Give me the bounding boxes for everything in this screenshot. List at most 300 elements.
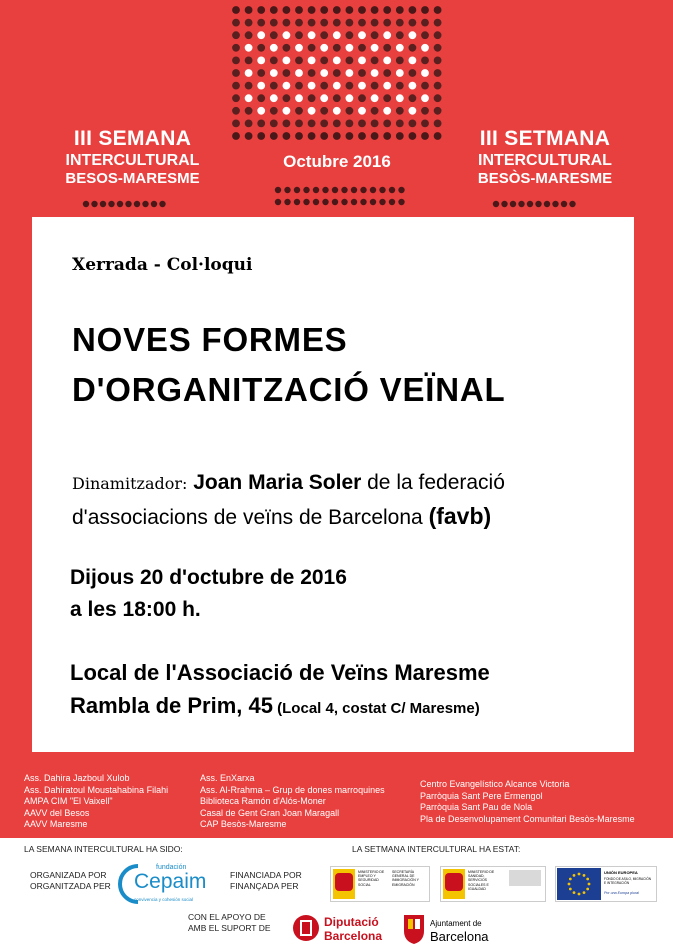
ministry2-title: MINISTERIO DE SANIDAD, SERVICIOS SOCIALES E IGUALDAD (468, 870, 495, 891)
eu-star-icon (586, 888, 589, 891)
pattern-dot (333, 69, 341, 77)
pattern-dot (371, 82, 379, 90)
pattern-dot (434, 82, 442, 90)
ajuntament-text (430, 917, 489, 943)
pattern-dot (421, 107, 429, 115)
pattern-dot (383, 94, 391, 102)
pattern-dot (257, 94, 265, 102)
pattern-dot (332, 199, 338, 205)
pattern-dot (346, 107, 354, 115)
spain-crest-icon (445, 873, 463, 891)
pattern-dot (341, 199, 347, 205)
pattern-dot (320, 120, 328, 128)
pattern-dot (383, 6, 391, 14)
pattern-dot (295, 31, 303, 39)
pattern-dot (257, 6, 265, 14)
header-left-line2: INTERCULTURAL (65, 152, 200, 169)
header-left-line1: III SEMANA (73, 127, 192, 150)
pattern-dot (409, 6, 417, 14)
pattern-dot (346, 19, 354, 27)
pattern-dot (270, 120, 278, 128)
pattern-dot (434, 19, 442, 27)
cepaim-logo (116, 858, 216, 908)
event-title-line1: NOVES FORMES (72, 321, 348, 358)
pattern-dot (308, 44, 316, 52)
pattern-dot (270, 44, 278, 52)
pattern-dot (320, 107, 328, 115)
pattern-dot (333, 6, 341, 14)
pattern-dot (409, 57, 417, 65)
ajuntament-shield-icon (402, 911, 426, 945)
pattern-dot (245, 82, 253, 90)
eu-line3: Por una Europa plural (604, 891, 639, 895)
pattern-dot (383, 44, 391, 52)
organized-by-label (30, 870, 111, 892)
eu-star-icon (586, 878, 589, 881)
pattern-dot (383, 82, 391, 90)
pattern-dot (358, 6, 366, 14)
ministry1-subtitle: SECRETARÍA GENERAL DE INMIGRACIÓN Y EMIGRACIÓN (392, 870, 419, 887)
pattern-dot (134, 201, 140, 207)
eu-star-icon (583, 891, 586, 894)
pattern-dot (270, 82, 278, 90)
pattern-dot (379, 199, 385, 205)
pattern-dot (396, 44, 404, 52)
event-datetime (70, 562, 347, 626)
pattern-dot (322, 199, 328, 205)
pattern-dot (320, 44, 328, 52)
event-time: a les 18:00 h. (70, 598, 201, 621)
pattern-dot (371, 94, 379, 102)
pattern-dot (409, 19, 417, 27)
pattern-dot (308, 31, 316, 39)
header-date: Octubre 2016 (283, 152, 391, 171)
venue-line2: Rambla de Prim, 45 (70, 693, 273, 718)
pattern-dot (409, 120, 417, 128)
pattern-dot (275, 187, 281, 193)
pattern-dot (117, 201, 123, 207)
pattern-dot (434, 120, 442, 128)
pattern-dot (232, 6, 240, 14)
eu-star-icon (568, 883, 571, 886)
org-item: CAP Besòs-Maresme (200, 819, 287, 830)
pattern-dot (409, 82, 417, 90)
eu-star-icon (588, 883, 591, 886)
pattern-dot (379, 187, 385, 193)
diputacio-crest-icon (292, 911, 320, 945)
pattern-dot (434, 132, 442, 140)
facilitator-name: Joan Maria Soler (193, 471, 362, 494)
pattern-dot (320, 132, 328, 140)
pattern-dot (510, 201, 516, 207)
pattern-dot (320, 57, 328, 65)
pattern-dot (257, 19, 265, 27)
pattern-dot (358, 19, 366, 27)
org-item: AAVV del Besos (24, 807, 90, 818)
pattern-dot (434, 57, 442, 65)
pattern-dot (295, 132, 303, 140)
footer-intro-right: LA SETMANA INTERCULTURAL HA ESTAT: (352, 844, 521, 854)
pattern-dot (535, 201, 541, 207)
pattern-dot (370, 199, 376, 205)
pattern-dot (308, 107, 316, 115)
pattern-dot (283, 44, 291, 52)
pattern-dot (232, 69, 240, 77)
pattern-dot (346, 44, 354, 52)
pattern-dot (303, 187, 309, 193)
pattern-dot (308, 94, 316, 102)
pattern-dot (358, 120, 366, 128)
header-left-line3: BESOS-MARESME (65, 170, 200, 187)
pattern-dot (320, 19, 328, 27)
pattern-dot (371, 107, 379, 115)
pattern-dot (295, 107, 303, 115)
red-left-border (0, 217, 32, 752)
pattern-dot (313, 199, 319, 205)
pattern-dot (245, 120, 253, 128)
pattern-dot (396, 82, 404, 90)
ajb-line2: Barcelona (430, 929, 489, 944)
pattern-dot (346, 6, 354, 14)
pattern-dot (346, 132, 354, 140)
pattern-dot (561, 201, 567, 207)
pattern-dot (421, 19, 429, 27)
pattern-dot (270, 19, 278, 27)
pattern-dot (232, 132, 240, 140)
pattern-dot (434, 94, 442, 102)
pattern-dot (358, 44, 366, 52)
facilitator (72, 466, 505, 534)
org-item: Ass. Dahira Jazboul Xulob (24, 773, 130, 783)
pattern-dot (257, 69, 265, 77)
diputacio-text (324, 915, 382, 943)
pattern-dot (552, 201, 558, 207)
ministry-employment-logo (330, 866, 430, 902)
ministry-health-logo (440, 866, 546, 902)
pattern-dot (544, 201, 550, 207)
pattern-dot (358, 31, 366, 39)
ministry-seal-icon (509, 870, 541, 886)
pattern-dot (569, 201, 575, 207)
pattern-dot (358, 69, 366, 77)
pattern-dot (283, 132, 291, 140)
pattern-dot (283, 69, 291, 77)
pattern-dot (434, 69, 442, 77)
facilitator-text1: de la federació (361, 471, 505, 494)
organizations-col2 (200, 773, 385, 831)
dip-line2: Barcelona (324, 929, 383, 943)
pattern-dot (245, 69, 253, 77)
pattern-dot (257, 31, 265, 39)
pattern-dot (409, 94, 417, 102)
pattern-dot (270, 107, 278, 115)
diputacio-barcelona-logo (292, 909, 392, 947)
org-item: AMPA CIM "El Vaixell" (24, 796, 113, 807)
pattern-dot (295, 94, 303, 102)
pattern-dot (294, 199, 300, 205)
pattern-dot (346, 69, 354, 77)
pattern-dot (421, 69, 429, 77)
pattern-dot (295, 120, 303, 128)
pattern-dot (396, 107, 404, 115)
pattern-dot (396, 94, 404, 102)
pattern-dot (270, 69, 278, 77)
pattern-dot (295, 44, 303, 52)
pattern-dot (383, 57, 391, 65)
org-item: Casal de Gent Gran Joan Maragall (200, 807, 340, 818)
pattern-dot (421, 44, 429, 52)
eu-star-icon (573, 874, 576, 877)
pattern-dot (421, 82, 429, 90)
ajuntament-barcelona-logo (402, 909, 502, 947)
pattern-dot (303, 199, 309, 205)
pattern-dot (308, 6, 316, 14)
pattern-dot (371, 69, 379, 77)
pattern-dot (434, 6, 442, 14)
pattern-dot (409, 107, 417, 115)
pattern-dot (100, 201, 106, 207)
pattern-dot (421, 132, 429, 140)
event-date: Dijous 20 d'octubre de 2016 (70, 566, 347, 589)
eu-star-icon (573, 891, 576, 894)
pattern-dot (409, 44, 417, 52)
pattern-dot (308, 132, 316, 140)
pattern-dot (270, 57, 278, 65)
pattern-dot (245, 57, 253, 65)
pattern-dot (125, 201, 131, 207)
pattern-dot (284, 199, 290, 205)
pattern-dot (396, 6, 404, 14)
pattern-dot (295, 19, 303, 27)
pattern-dot (383, 69, 391, 77)
pattern-dot (501, 201, 507, 207)
pattern-dot (232, 44, 240, 52)
pattern-dot (341, 187, 347, 193)
pattern-dot (358, 132, 366, 140)
pattern-dot (396, 31, 404, 39)
event-kicker: Xerrada - Col·loqui (72, 255, 253, 275)
pattern-dot (396, 19, 404, 27)
pattern-dot (91, 201, 97, 207)
pattern-dot (360, 199, 366, 205)
pattern-dot (245, 19, 253, 27)
pattern-dot (333, 19, 341, 27)
support-es: CON EL APOYO DE (188, 912, 266, 922)
pattern-dot (346, 31, 354, 39)
pattern-dot (257, 82, 265, 90)
pattern-dot (371, 132, 379, 140)
pattern-dot (322, 187, 328, 193)
cepaim-name: Cepaim (134, 870, 207, 893)
pattern-dot (232, 94, 240, 102)
pattern-dot (283, 120, 291, 128)
pattern-dot (275, 199, 281, 205)
pattern-dot (245, 107, 253, 115)
cepaim-tagline: convivencia y cohesión social (134, 897, 194, 902)
pattern-dot (245, 31, 253, 39)
pattern-dot (232, 120, 240, 128)
organizations-col1 (24, 773, 168, 831)
pattern-dot (245, 6, 253, 14)
event-venue (70, 656, 490, 725)
facilitator-text2: d'associacions de veïns de Barcelona (72, 506, 429, 529)
pattern-dot (371, 44, 379, 52)
pattern-dot (232, 107, 240, 115)
pattern-dot (421, 94, 429, 102)
dip-line1: Diputació (324, 915, 379, 929)
pattern-dot (398, 187, 404, 193)
pattern-dot (396, 132, 404, 140)
header-right-line1: III SETMANA (479, 127, 611, 150)
org-item: Centro Evangelístico Alcance Victoria (420, 779, 570, 789)
pattern-dot (320, 31, 328, 39)
red-right-border (634, 217, 673, 752)
funded-es: FINANCIADA POR (230, 870, 302, 880)
pattern-dot (294, 187, 300, 193)
pattern-dot (283, 94, 291, 102)
pattern-dot (308, 120, 316, 128)
pattern-dot (358, 107, 366, 115)
org-item: Pla de Desenvolupament Comunitari Besòs-Maresme (420, 813, 635, 824)
pattern-dot (358, 82, 366, 90)
pattern-dot (284, 187, 290, 193)
pattern-dot (383, 107, 391, 115)
pattern-dot (383, 31, 391, 39)
pattern-dot (283, 31, 291, 39)
pattern-dot (245, 94, 253, 102)
pattern-dot (320, 69, 328, 77)
pattern-dot (371, 57, 379, 65)
pattern-dot (159, 201, 165, 207)
pattern-dot (371, 31, 379, 39)
pattern-dot (295, 57, 303, 65)
pattern-dot (346, 94, 354, 102)
event-title (72, 315, 505, 415)
eu-star-icon (583, 874, 586, 877)
support-label (188, 912, 271, 934)
pattern-dot (333, 82, 341, 90)
pattern-dot (360, 187, 366, 193)
pattern-dot (308, 69, 316, 77)
pattern-dot (383, 132, 391, 140)
pattern-dot (527, 201, 533, 207)
org-item: Ass. Dahiratoul Moustahabina Filahi (24, 784, 169, 795)
pattern-dot (283, 57, 291, 65)
eu-flag-icon (557, 868, 601, 900)
spain-crest-icon (335, 873, 353, 891)
pattern-dot (346, 120, 354, 128)
pattern-dot (320, 82, 328, 90)
pattern-dot (308, 19, 316, 27)
pattern-dot (270, 94, 278, 102)
eu-star-icon (578, 893, 581, 896)
eu-star-icon (578, 873, 581, 876)
cepaim-small: fundación (156, 864, 187, 871)
pattern-dot (151, 201, 157, 207)
pattern-dot (370, 187, 376, 193)
organized-ca: ORGANITZADA PER (30, 881, 111, 891)
header-right-title (460, 128, 630, 186)
pattern-dot (142, 201, 148, 207)
pattern-dot (257, 57, 265, 65)
pattern-dot (371, 120, 379, 128)
pattern-dot (398, 199, 404, 205)
pattern-dot (409, 69, 417, 77)
pattern-dot (257, 120, 265, 128)
org-item: Ass. Al-Rrahma – Grup de dones marroquines (200, 784, 385, 795)
venue-line1: Local de l'Associació de Veïns Maresme (70, 660, 490, 685)
eu-line2: FONDO DE ASILO, MIGRACIÓN E INTEGRACIÓN (604, 877, 652, 885)
pattern-dot (232, 31, 240, 39)
pattern-dot (421, 120, 429, 128)
pattern-dot (421, 31, 429, 39)
venue-note: (Local 4, costat C/ Maresme) (272, 700, 480, 717)
pattern-dot (383, 120, 391, 128)
pattern-dot (313, 187, 319, 193)
pattern-dot (518, 201, 524, 207)
pattern-dot (295, 6, 303, 14)
pattern-dot (333, 107, 341, 115)
pattern-dot (83, 201, 89, 207)
organizations-col3 (420, 779, 635, 825)
header-right-line3: BESÒS-MARESME (477, 170, 613, 187)
pattern-dot (493, 201, 499, 207)
pattern-dot (257, 132, 265, 140)
org-item: Ass. EnXarxa (200, 773, 255, 783)
funded-ca: FINANÇADA PER (230, 881, 299, 891)
pattern-dot (358, 57, 366, 65)
pattern-dot (389, 187, 395, 193)
pattern-dot (333, 120, 341, 128)
ministry1-title: MINISTERIO DE EMPLEO Y SEGURIDAD SOCIAL (358, 870, 385, 887)
pattern-dot (409, 31, 417, 39)
pattern-dot (283, 107, 291, 115)
pattern-dot (358, 94, 366, 102)
pattern-dot (245, 132, 253, 140)
pattern-dot (308, 57, 316, 65)
pattern-dot (257, 44, 265, 52)
pattern-dot (421, 6, 429, 14)
pattern-dot (283, 19, 291, 27)
pattern-dot (232, 82, 240, 90)
pattern-dot (396, 57, 404, 65)
pattern-dot (434, 44, 442, 52)
pattern-dot (421, 57, 429, 65)
pattern-dot (333, 44, 341, 52)
footer-intro-left: LA SEMANA INTERCULTURAL HA SIDO: (24, 844, 183, 854)
pattern-dot (270, 132, 278, 140)
org-item: AAVV Maresme (24, 819, 88, 830)
pattern-dot (333, 31, 341, 39)
pattern-dot (434, 31, 442, 39)
pattern-dot (333, 57, 341, 65)
pattern-dot (396, 120, 404, 128)
pattern-dot (333, 94, 341, 102)
header-right-line2: INTERCULTURAL (478, 152, 612, 169)
pattern-dot (434, 107, 442, 115)
ajb-line1: Ajuntament de (430, 919, 482, 928)
pattern-dot (245, 44, 253, 52)
pattern-dot (371, 19, 379, 27)
pattern-dot (371, 6, 379, 14)
facilitator-label: Dinamitzador: (72, 474, 188, 493)
pattern-dot (283, 82, 291, 90)
pattern-dot (409, 132, 417, 140)
pattern-dot (333, 132, 341, 140)
pattern-dot (283, 6, 291, 14)
pattern-dot (270, 31, 278, 39)
pattern-dot (108, 201, 114, 207)
